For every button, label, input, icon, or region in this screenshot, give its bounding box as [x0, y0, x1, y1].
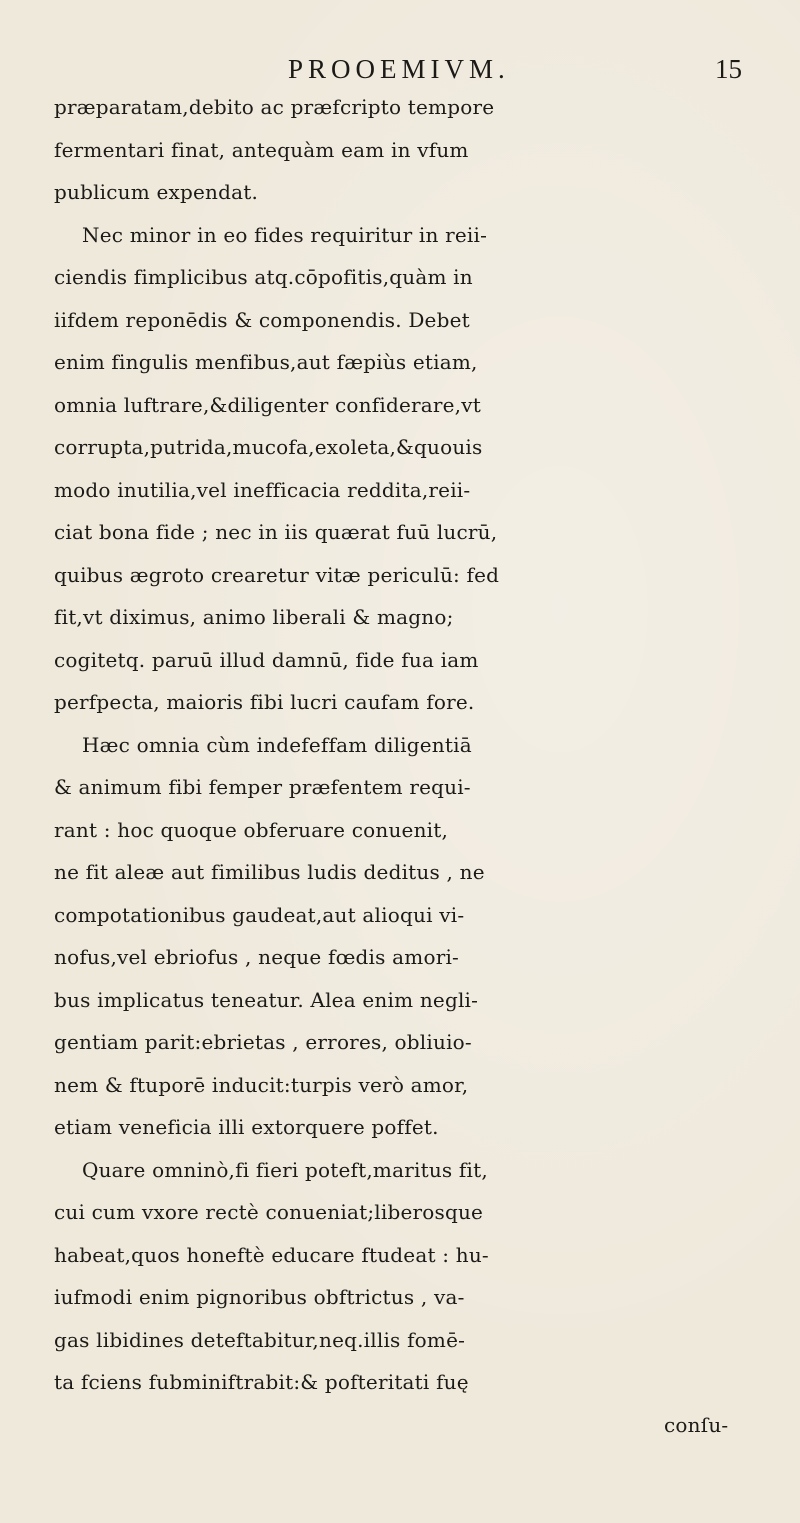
text-line: & animum fibi femper præfentem requi- — [54, 775, 471, 799]
paragraph-start-line: Nec minor in eo fides requiritur in reii- — [82, 222, 488, 247]
text-line: nofus,vel ebriofus , neque fœdis amori- — [54, 945, 460, 969]
running-head — [0, 54, 800, 90]
text-line: ciendis fimplicibus atq.cōpofitis,quàm in — [54, 265, 473, 289]
text-line: omnia luftrare,&diligenter confiderare,vt — [54, 392, 481, 417]
text-line: fit,vt diximus, animo liberali & magno; — [54, 605, 454, 629]
text-line: corrupta,putrida,mucofa,exoleta,&quouis — [54, 435, 483, 459]
paragraph-start-line: Quare omninò,fi fieri poteft,maritus fit, — [82, 1157, 488, 1182]
text-line: publicum expendat. — [54, 180, 259, 204]
text-line: ne fit aleæ aut fimilibus ludis deditus , ne — [54, 860, 485, 884]
text-line: cogitetq. paruū illud damnū, fide fua iam — [54, 647, 479, 672]
text-line: habeat,quos honeftè educare ftudeat : hu- — [54, 1242, 489, 1267]
text-line: compotationibus gaudeat,aut alioqui vi- — [54, 902, 465, 927]
text-line: quibus ægroto crearetur vitæ periculū: fed — [54, 562, 500, 587]
catchword: conſu- — [664, 1412, 729, 1437]
text-line: nem & ftuporē inducit:turpis verò amor, — [54, 1072, 469, 1097]
text-line: perfpecta, maioris fibi lucri caufam fore. — [54, 690, 475, 714]
running-title: PROOEMIVM. — [288, 54, 510, 84]
text-line: ciat bona fide ; nec in iis quærat fuū lucrū, — [54, 520, 498, 544]
text-line: gentiam parit:ebrietas , errores, obliuio- — [54, 1030, 472, 1054]
paragraph-start-line: Hæc omnia cùm indefeffam diligentiā — [82, 732, 472, 757]
text-line: ta fciens fubminiftrabit:& pofteritati fuę — [54, 1370, 469, 1394]
page-number: 15 — [715, 54, 742, 84]
text-line: iufmodi enim pignoribus obftrictus , va- — [54, 1285, 465, 1309]
text-line: rant : hoc quoque obferuare conuenit, — [54, 817, 449, 842]
text-line: modo inutilia,vel inefficacia reddita,reii- — [54, 477, 471, 502]
text-line: etiam veneficia illi extorquere poffet. — [54, 1115, 439, 1139]
text-line: iifdem reponēdis & componendis. Debet — [54, 307, 470, 332]
text-line: fermentari finat, antequàm eam in vfum — [54, 137, 469, 162]
text-line: gas libidines deteftabitur,neq.illis fomē- — [54, 1327, 466, 1352]
text-line: præparatam,debito ac præfcripto tempore — [54, 95, 495, 119]
text-line: cui cum vxore rectè conueniat;liberosque — [54, 1200, 484, 1224]
text-line: enim fingulis menfibus,aut fæpiùs etiam, — [54, 350, 478, 374]
text-line: bus implicatus teneatur. Alea enim negli- — [54, 987, 479, 1012]
body-text — [54, 86, 794, 1446]
